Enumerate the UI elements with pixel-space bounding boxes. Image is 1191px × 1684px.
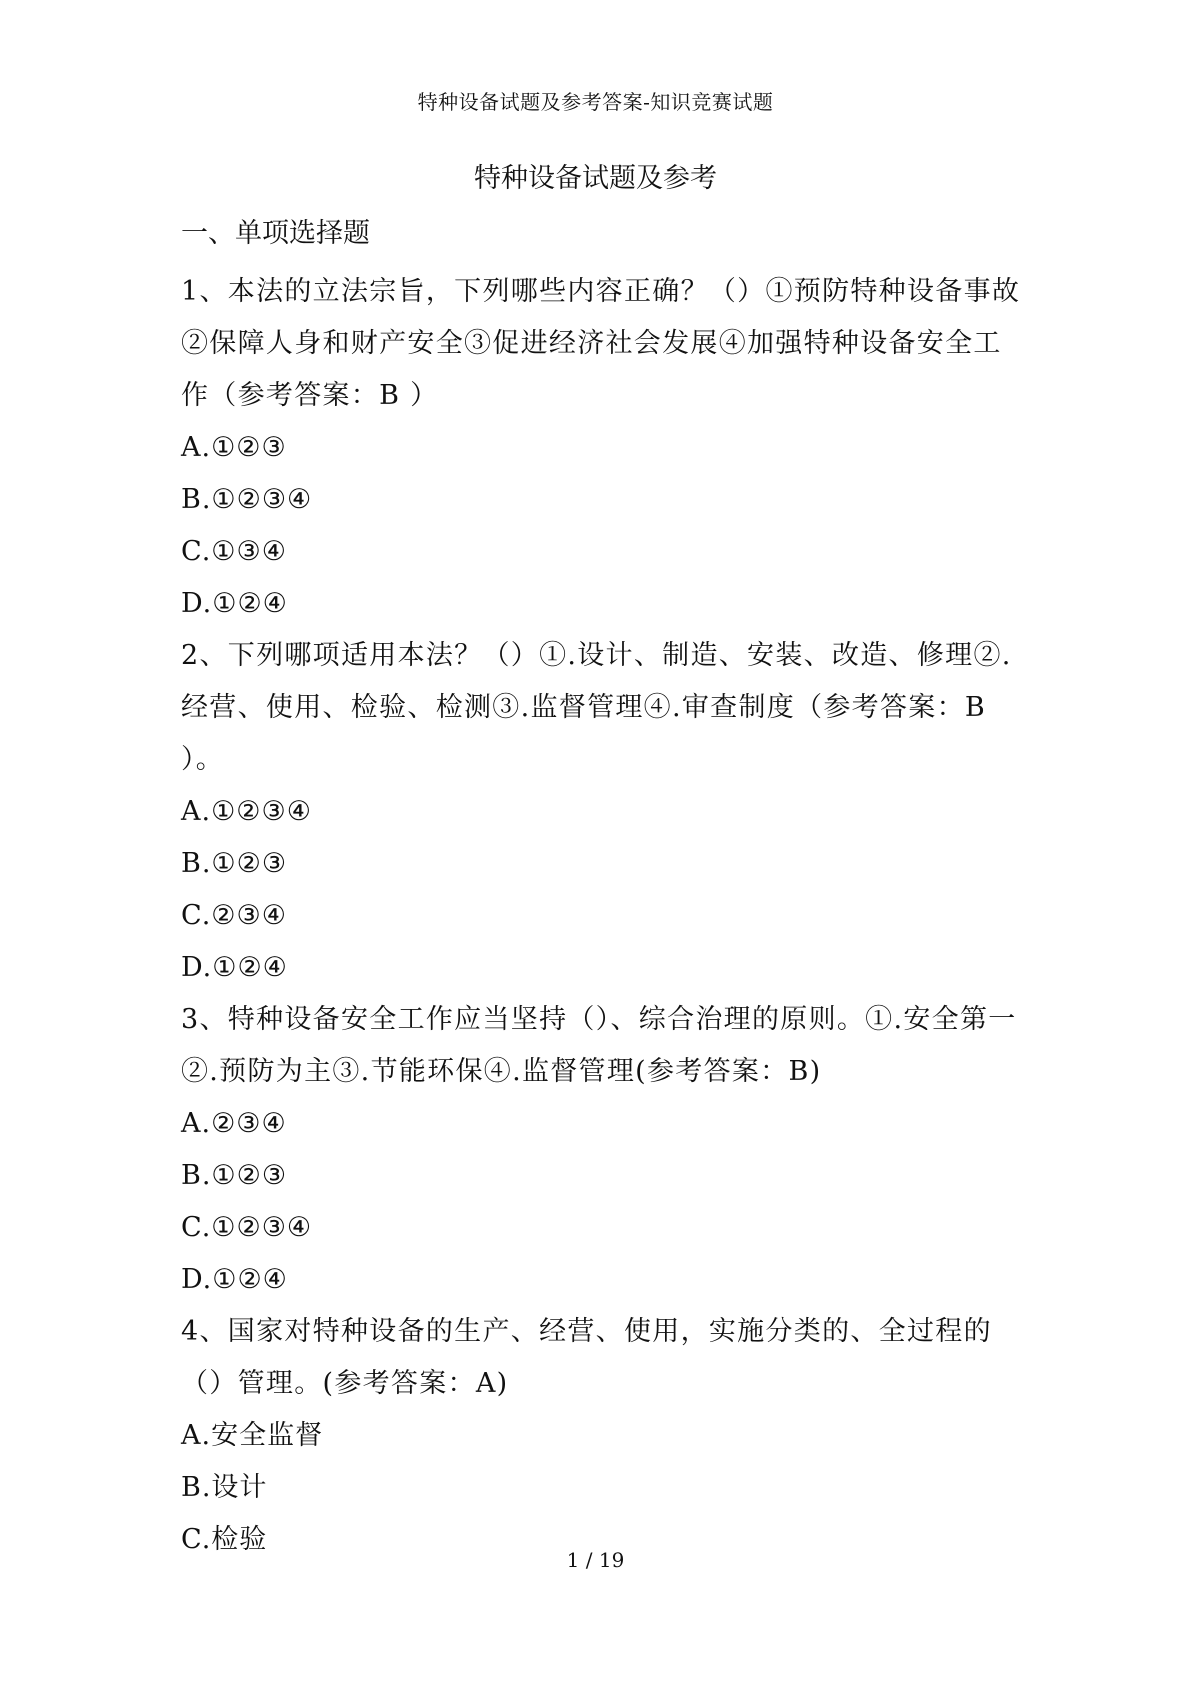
question-stem: 1、本法的立法宗旨，下列哪些内容正确？（）①预防特种设备事故②保障人身和财产安全③促进经济社会发展④加强特种设备安全工作（参考答案：B ） (181, 276, 1021, 411)
option-b: B.①②③ (181, 1160, 288, 1191)
option-c: C.①③④ (181, 536, 287, 567)
option-c: C.①②③④ (181, 1212, 313, 1243)
question-stem: 4、国家对特种设备的生产、经营、使用，实施分类的、全过程的（）管理。(参考答案：A) (181, 1316, 992, 1399)
document-title: 特种设备试题及参考 (474, 163, 717, 194)
option-a: A.①②③④ (181, 796, 312, 827)
option-b: B.设计 (181, 1472, 268, 1503)
question-2 (181, 630, 1021, 994)
option-d: D.①②④ (181, 952, 288, 983)
option-b: B.①②③ (181, 848, 288, 879)
question-1 (181, 266, 1021, 630)
page-number: 1 / 19 (566, 1548, 625, 1572)
option-c: C.②③④ (181, 900, 287, 931)
option-d: D.①②④ (181, 588, 288, 619)
running-header: 特种设备试题及参考答案-知识竞赛试题 (417, 90, 774, 114)
option-a: A.安全监督 (181, 1420, 324, 1451)
option-c: C.检验 (181, 1524, 268, 1555)
question-4 (181, 1306, 1021, 1566)
question-3 (181, 994, 1021, 1306)
option-d: D.①②④ (181, 1264, 288, 1295)
document-body (181, 214, 1021, 1566)
option-a: A.②③④ (181, 1108, 287, 1139)
question-stem: 3、特种设备安全工作应当坚持（）、综合治理的原则。①.安全第一②.预防为主③.节能环保④.监督管理(参考答案：B) (181, 1004, 1017, 1087)
section-heading: 一、单项选择题 (181, 218, 370, 249)
option-b: B.①②③④ (181, 484, 313, 515)
option-a: A.①②③ (181, 432, 287, 463)
question-stem: 2、下列哪项适用本法？（）①.设计、制造、安装、改造、修理②.经营、使用、检验、检测③.监督管理④.审查制度（参考答案：B ）。 (181, 640, 1012, 775)
